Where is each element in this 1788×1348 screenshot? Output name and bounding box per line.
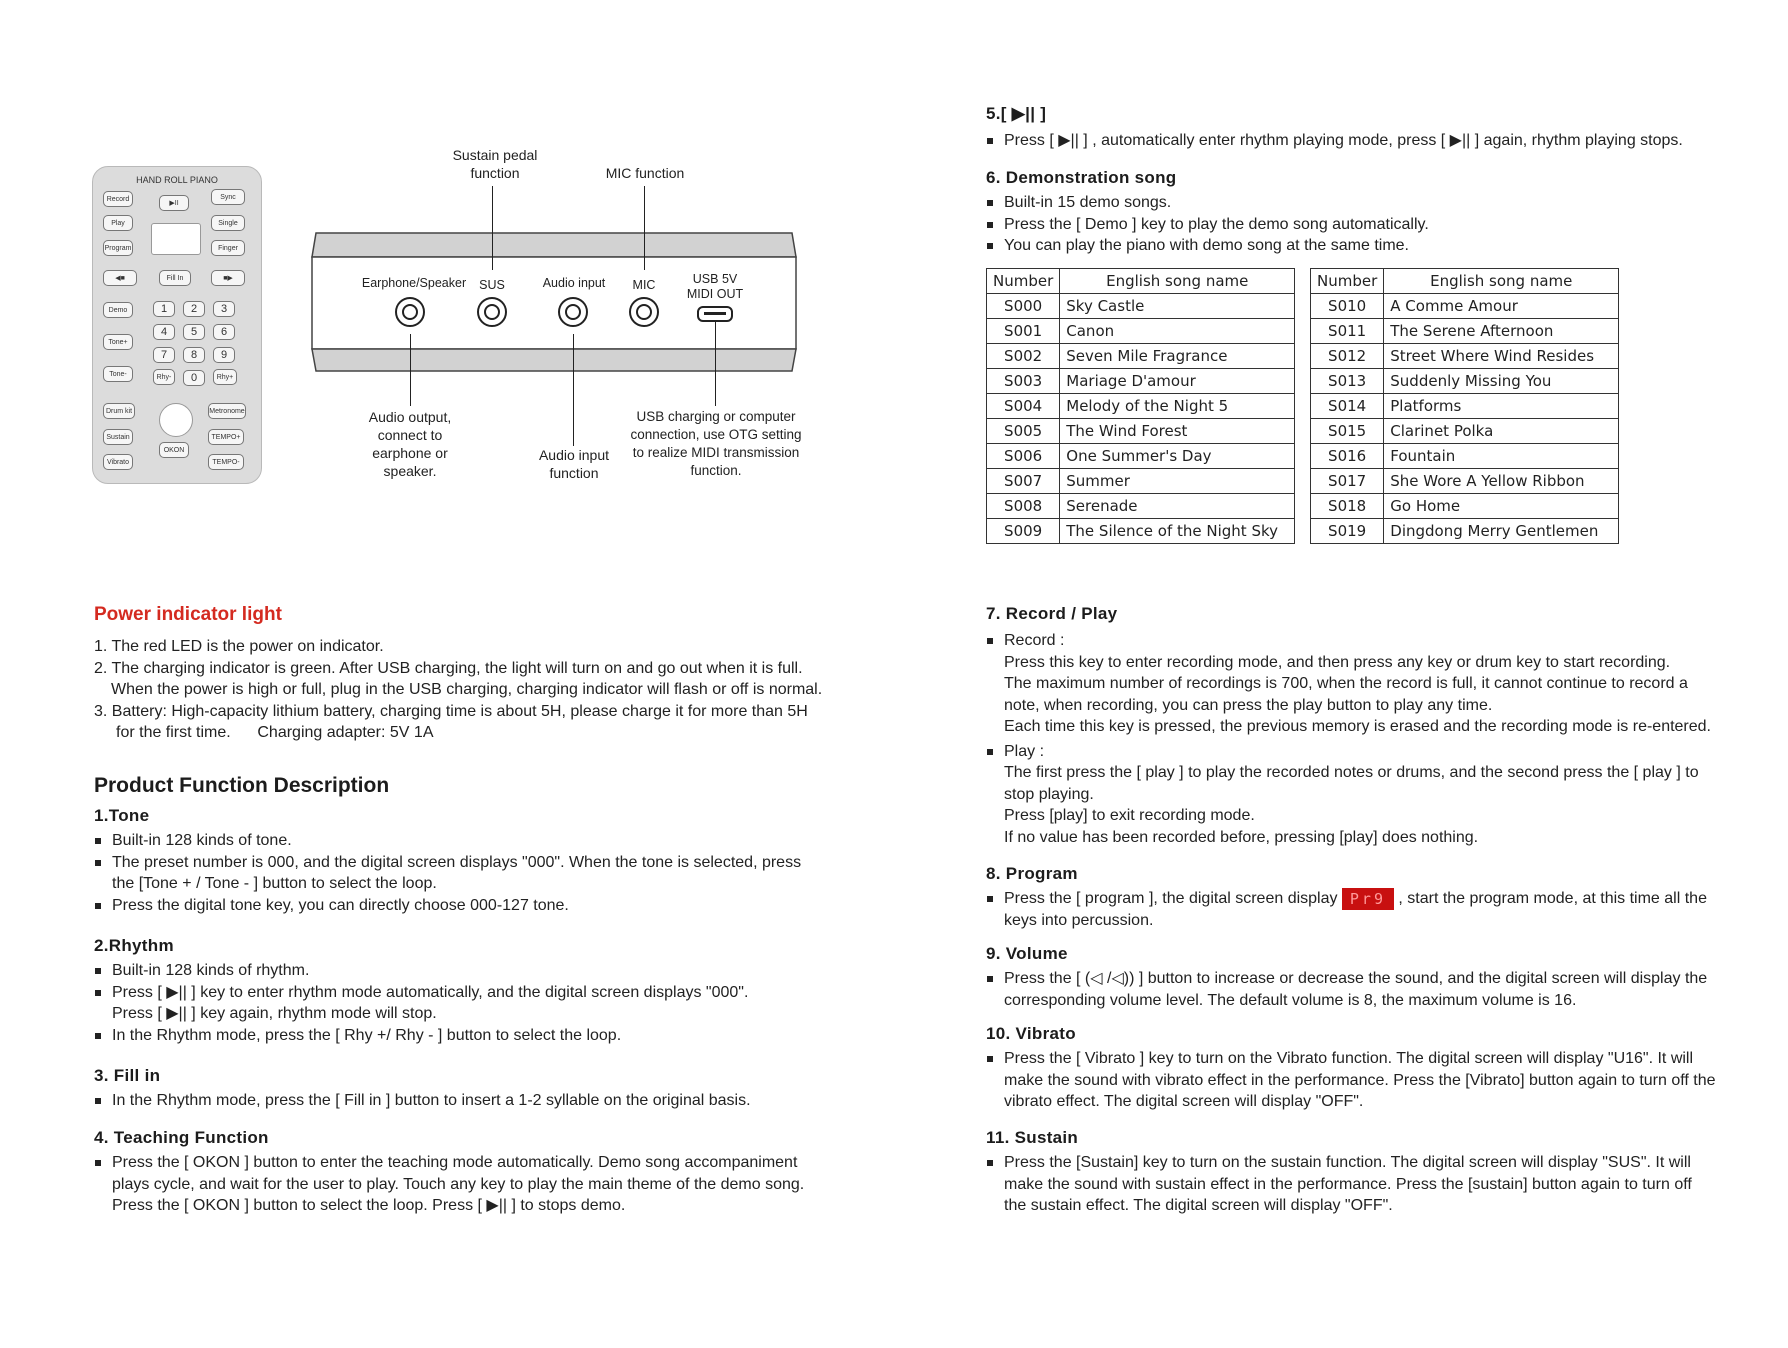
power-item: When the power is high or full, plug in the USB charging, charging indicator will flash or off is normal.	[111, 681, 823, 698]
song-name: The Silence of the Night Sky	[1060, 519, 1295, 544]
song-name: She Wore A Yellow Ribbon	[1384, 469, 1619, 494]
table-row	[1311, 319, 1619, 344]
remote-sync-key: Sync	[211, 189, 245, 205]
song-name: Mariage D'amour	[1060, 369, 1295, 394]
song-name: A Comme Amour	[1384, 294, 1619, 319]
song-number: S012	[1311, 344, 1384, 369]
panel-outline	[310, 230, 798, 376]
record-title: 7. Record / Play	[986, 604, 1118, 623]
teaching-title: 4. Teaching Function	[94, 1128, 269, 1147]
song-number: S014	[1311, 394, 1384, 419]
remote-illustration	[92, 166, 262, 484]
remote-metronome-key: Metronome	[208, 403, 246, 419]
table-row	[1311, 519, 1619, 544]
table-row	[987, 519, 1295, 544]
song-name: Sky Castle	[1060, 294, 1295, 319]
table-row	[1311, 419, 1619, 444]
table-row	[987, 444, 1295, 469]
play-title: 5.[ ▶|| ]	[986, 104, 1047, 123]
remote-fill-in-key: Fill In	[159, 270, 191, 286]
remote-digit-8: 8	[183, 347, 205, 363]
song-number: S010	[1311, 294, 1384, 319]
header-song-name: English song name	[1060, 269, 1295, 294]
song-number: S019	[1311, 519, 1384, 544]
usb-port-icon	[697, 306, 733, 322]
callout-audio-input: Audio input function	[538, 447, 610, 481]
power-list	[94, 636, 834, 744]
remote-rhy-plus-key: Rhy+	[213, 369, 237, 385]
leader-mic	[644, 186, 645, 270]
play-line: If no value has been recorded before, pressing [play] does nothing.	[1004, 828, 1479, 846]
callout-audio-output: Audio output, connect to earphone or speaker.	[368, 409, 452, 479]
power-item: for the first time. Charging adapter: 5V 1A	[116, 724, 434, 741]
record-list	[986, 630, 1716, 848]
remote-digit-0: 0	[183, 370, 205, 386]
label-earphone-speaker: Earphone/Speaker	[361, 276, 467, 290]
rhythm-item-text: Press [ ▶|| ] key to enter rhythm mode automatically, and the digital screen displays "000".	[112, 983, 749, 1001]
remote-record-key: Record	[103, 191, 133, 207]
song-number: S001	[987, 319, 1060, 344]
table-row	[1311, 444, 1619, 469]
remote-digit-1: 1	[153, 301, 175, 317]
remote-digit-6: 6	[213, 324, 235, 340]
earphone-jack	[395, 297, 425, 327]
remote-digit-3: 3	[213, 301, 235, 317]
remote-digit-7: 7	[153, 347, 175, 363]
table-row	[987, 494, 1295, 519]
play-label: Play :	[1004, 742, 1045, 760]
program-text-after: , start the program mode, at this time all the keys into percussion.	[1004, 890, 1707, 929]
leader-sustain	[492, 186, 493, 270]
song-number: S018	[1311, 494, 1384, 519]
song-number: S009	[987, 519, 1060, 544]
sustain-item: Press the [Sustain] key to turn on the sustain function. The digital screen will display "SUS". It will make the sound with sustain effect in the performance. Press the [sustain] button again to turn off the sustain effect. The digital screen will display "OFF".	[986, 1152, 1716, 1217]
song-table-left	[986, 268, 1295, 544]
program-list	[986, 888, 1716, 932]
remote-sustain-key: Sustain	[103, 429, 133, 445]
power-title: Power indicator light	[94, 604, 282, 625]
song-number: S013	[1311, 369, 1384, 394]
table-row	[1311, 294, 1619, 319]
product-title: Product Function Description	[94, 774, 390, 797]
header-song-name: English song name	[1384, 269, 1619, 294]
program-item	[986, 888, 1716, 932]
song-name: Suddenly Missing You	[1384, 369, 1619, 394]
record-line: Press this key to enter recording mode, and then press any key or drum key to start recording.	[1004, 653, 1671, 671]
song-number: S003	[987, 369, 1060, 394]
audio-input-jack	[558, 297, 588, 327]
song-name: The Serene Afternoon	[1384, 319, 1619, 344]
sustain-list	[986, 1152, 1716, 1217]
remote-rhy-minus-key: Rhy-	[153, 369, 175, 385]
power-item: 2. The charging indicator is green. After USB charging, the light will turn on and go out when it is full.	[94, 659, 803, 677]
header-number: Number	[987, 269, 1060, 294]
tone-list	[94, 830, 824, 916]
remote-tone-minus-key: Tone-	[103, 366, 133, 382]
record-line: Each time this key is pressed, the previous memory is erased and the recording mode is re-entered.	[1004, 718, 1711, 735]
remote-tempo-plus-key: TEMPO+	[208, 429, 244, 445]
tone-item: Built-in 128 kinds of tone.	[94, 830, 824, 852]
song-name: Fountain	[1384, 444, 1619, 469]
remote-knob	[159, 403, 193, 437]
callout-usb: USB charging or computer connection, use OTG setting to realize MIDI transmission function.	[630, 409, 802, 478]
tone-item: The preset number is 000, and the digital screen displays "000". When the tone is selected, press the [Tone + / Tone - ] button to select the loop.	[94, 852, 824, 895]
table-row	[987, 419, 1295, 444]
table-row	[987, 469, 1295, 494]
remote-screen	[151, 223, 201, 255]
rhythm-title: 2.Rhythm	[94, 936, 174, 955]
vibrato-item: Press the [ Vibrato ] key to turn on the Vibrato function. The digital screen will display "U16". It will make the sound with vibrato effect in the performance. Press the [Vibrato] button again to turn off the vibrato effect. The digital screen will display "OFF".	[986, 1048, 1716, 1113]
teaching-item: Press the [ OKON ] button to enter the teaching mode automatically. Demo song accompaniment plays cycle, and wait for the user to play. Touch any key to play the main theme of the demo song. Press the [ OKON ] button to select the loop. Press [ ▶|| ] to stops demo.	[94, 1152, 824, 1217]
song-name: One Summer's Day	[1060, 444, 1295, 469]
play-line: Press [play] to exit recording mode.	[1004, 807, 1255, 824]
song-number: S011	[1311, 319, 1384, 344]
demo-item: Press the [ Demo ] key to play the demo song automatically.	[986, 214, 1716, 236]
vibrato-list	[986, 1048, 1716, 1113]
fill-in-list	[94, 1090, 824, 1112]
volume-list	[986, 968, 1716, 1011]
teaching-list	[94, 1152, 824, 1217]
song-number: S017	[1311, 469, 1384, 494]
play-line: The first press the [ play ] to play the recorded notes or drums, and the second press the [ play ] to stop playing.	[1004, 764, 1699, 803]
song-number: S004	[987, 394, 1060, 419]
remote-vibrato-key: Vibrato	[103, 454, 133, 470]
table-row	[987, 294, 1295, 319]
remote-program-key: Program	[103, 240, 133, 256]
label-usb-midi: USB 5V MIDI OUT	[686, 272, 744, 301]
song-number: S002	[987, 344, 1060, 369]
play-record-item	[986, 741, 1716, 849]
volume-item: Press the [ (◁ /◁)) ] button to increase or decrease the sound, and the digital screen will display the corresponding volume level. The default volume is 8, the maximum volume is 16.	[986, 968, 1716, 1011]
song-table-right	[1310, 268, 1619, 544]
label-sus: SUS	[479, 278, 505, 292]
play-list	[986, 130, 1716, 152]
vibrato-title: 10. Vibrato	[986, 1024, 1076, 1043]
remote-play-pause-key: ▶II	[159, 195, 189, 211]
fill-in-item: In the Rhythm mode, press the [ Fill in ] button to insert a 1-2 syllable on the original basis.	[94, 1090, 824, 1112]
song-name: Dingdong Merry Gentlemen	[1384, 519, 1619, 544]
table-row	[987, 369, 1295, 394]
demo-list	[986, 192, 1716, 257]
remote-demo-key: Demo	[103, 302, 133, 318]
callout-mic-function: MIC function	[605, 165, 685, 181]
song-name: Canon	[1060, 319, 1295, 344]
song-number: S000	[987, 294, 1060, 319]
rhythm-item: In the Rhythm mode, press the [ Rhy +/ Rhy - ] button to select the loop.	[94, 1025, 824, 1047]
song-number: S015	[1311, 419, 1384, 444]
song-number: S008	[987, 494, 1060, 519]
rhythm-item: Built-in 128 kinds of rhythm.	[94, 960, 824, 982]
song-number: S006	[987, 444, 1060, 469]
record-label: Record :	[1004, 632, 1065, 649]
demo-item: You can play the piano with demo song at the same time.	[986, 235, 1716, 257]
remote-digit-9: 9	[213, 347, 235, 363]
remote-finger-key: Finger	[211, 240, 245, 256]
song-name: Go Home	[1384, 494, 1619, 519]
song-name: Platforms	[1384, 394, 1619, 419]
remote-volume-up-key: ■▶	[211, 270, 245, 286]
table-row	[1311, 344, 1619, 369]
rhythm-item	[94, 982, 824, 1025]
play-item: Press [ ▶|| ] , automatically enter rhythm playing mode, press [ ▶|| ] again, rhythm playing stops.	[986, 130, 1716, 152]
callout-sustain-pedal: Sustain pedal function	[452, 147, 538, 181]
rhythm-item-cont: Press [ ▶|| ] key again, rhythm mode will stop.	[112, 1005, 437, 1022]
remote-single-key: Single	[211, 215, 245, 231]
tone-title: 1.Tone	[94, 806, 150, 825]
remote-play-key: Play	[103, 215, 133, 231]
song-number: S007	[987, 469, 1060, 494]
table-row	[987, 319, 1295, 344]
table-row	[1311, 469, 1619, 494]
song-name: Summer	[1060, 469, 1295, 494]
label-audio-input: Audio input	[542, 276, 606, 290]
remote-drum-kit-key: Drum kit	[103, 403, 135, 419]
table-row	[1311, 369, 1619, 394]
volume-title: 9. Volume	[986, 944, 1068, 963]
remote-tempo-minus-key: TEMPO-	[208, 454, 244, 470]
demo-title: 6. Demonstration song	[986, 168, 1177, 187]
demo-item: Built-in 15 demo songs.	[986, 192, 1716, 214]
song-number: S005	[987, 419, 1060, 444]
leader-audio-input	[573, 334, 574, 446]
remote-title: HAND ROLL PIANO	[136, 175, 218, 185]
program-text-before: Press the [ program ], the digital screen display	[1004, 890, 1342, 908]
table-row	[1311, 494, 1619, 519]
remote-tone-plus-key: Tone+	[103, 334, 133, 350]
header-number: Number	[1311, 269, 1384, 294]
sustain-title: 11. Sustain	[986, 1128, 1079, 1147]
table-row	[1311, 394, 1619, 419]
song-name: Seven Mile Fragrance	[1060, 344, 1295, 369]
sus-jack	[477, 297, 507, 327]
record-item	[986, 630, 1716, 738]
mic-jack	[629, 297, 659, 327]
rhythm-list	[94, 960, 824, 1046]
leader-audio-output	[410, 334, 411, 406]
program-title: 8. Program	[986, 864, 1078, 883]
song-name: The Wind Forest	[1060, 419, 1295, 444]
program-lcd-display: Pr9	[1342, 888, 1394, 910]
leader-usb	[715, 322, 716, 406]
song-name: Serenade	[1060, 494, 1295, 519]
song-name: Street Where Wind Resides	[1384, 344, 1619, 369]
remote-volume-down-key: ◀■	[103, 270, 137, 286]
remote-digit-2: 2	[183, 301, 205, 317]
song-number: S016	[1311, 444, 1384, 469]
power-item: 1. The red LED is the power on indicator.	[94, 638, 384, 655]
label-mic: MIC	[632, 278, 656, 292]
song-name: Clarinet Polka	[1384, 419, 1619, 444]
record-line: The maximum number of recordings is 700, when the record is full, it cannot continue to record a note, when recording, you can press the play button to play any time.	[1004, 675, 1688, 714]
song-name: Melody of the Night 5	[1060, 394, 1295, 419]
table-row	[987, 394, 1295, 419]
table-row	[987, 344, 1295, 369]
remote-digit-4: 4	[153, 324, 175, 340]
remote-okon-key: OKON	[159, 442, 189, 458]
remote-digit-5: 5	[183, 324, 205, 340]
fill-in-title: 3. Fill in	[94, 1066, 161, 1085]
tone-item: Press the digital tone key, you can directly choose 000-127 tone.	[94, 895, 824, 917]
power-item: 3. Battery: High-capacity lithium battery, charging time is about 5H, please charge it for more than 5H	[94, 702, 808, 720]
